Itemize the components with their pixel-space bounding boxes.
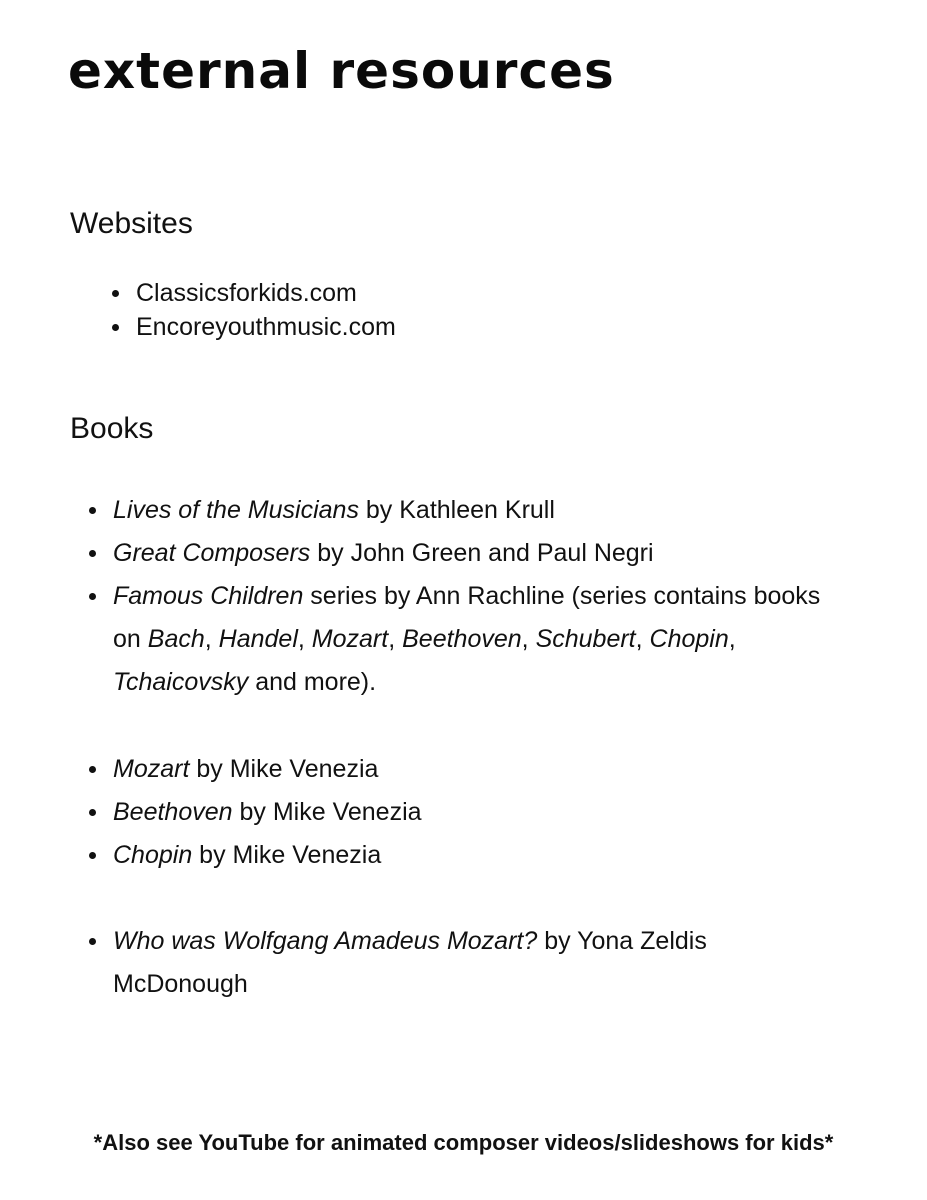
- websites-list: [136, 276, 396, 344]
- book-title: Great Composers: [113, 539, 311, 567]
- book-author: by Mike Venezia: [232, 798, 422, 826]
- book-description: series by Ann Rachline (series contains books on: [113, 582, 821, 653]
- website-item: [136, 276, 396, 310]
- composer-name: Tchaicovsky: [113, 668, 249, 696]
- books-list: [113, 489, 833, 704]
- footer-note: *Also see YouTube for animated composer videos/slideshows for kids*: [93, 1130, 834, 1155]
- book-title: Beethoven: [113, 798, 233, 826]
- books-list: [113, 920, 833, 1006]
- books-list: [113, 748, 833, 877]
- book-title: Lives of the Musicians: [113, 496, 359, 524]
- book-author: by Yona Zeldis McDonough: [113, 927, 707, 998]
- page-title: external resources: [68, 42, 615, 100]
- book-author: by John Green and Paul Negri: [310, 539, 654, 567]
- book-author: by Mike Venezia: [192, 841, 382, 869]
- book-item: [113, 489, 833, 532]
- composer-name: Chopin: [649, 625, 729, 653]
- composer-name: Bach: [147, 625, 205, 653]
- book-item: [113, 532, 833, 575]
- book-item: [113, 834, 833, 877]
- composer-name: Mozart: [311, 625, 389, 653]
- composer-name: Beethoven: [402, 625, 522, 653]
- website-item: [136, 310, 396, 344]
- book-title: Chopin: [113, 841, 193, 869]
- book-item: [113, 920, 833, 1006]
- book-title: Mozart: [113, 755, 190, 783]
- composer-name: Schubert: [535, 625, 636, 653]
- website-name: Encoreyouthmusic.com: [136, 313, 396, 341]
- book-item: [113, 791, 833, 834]
- book-author: by Mike Venezia: [189, 755, 379, 783]
- book-item: [113, 748, 833, 791]
- website-name: Classicsforkids.com: [136, 279, 357, 307]
- websites-heading: Websites: [70, 207, 193, 240]
- book-title: Famous Children: [113, 582, 304, 610]
- books-heading: Books: [70, 412, 154, 445]
- book-item: Famous Children series by Ann Rachline (series contains books on Bach, Handel, Mozart, Beethoven, Schubert, Chopin, Tchaicovsky and more).: [113, 575, 833, 704]
- book-title: Who was Wolfgang Amadeus Mozart?: [113, 927, 538, 955]
- composer-name: Handel: [218, 625, 298, 653]
- book-author: by Kathleen Krull: [358, 496, 555, 524]
